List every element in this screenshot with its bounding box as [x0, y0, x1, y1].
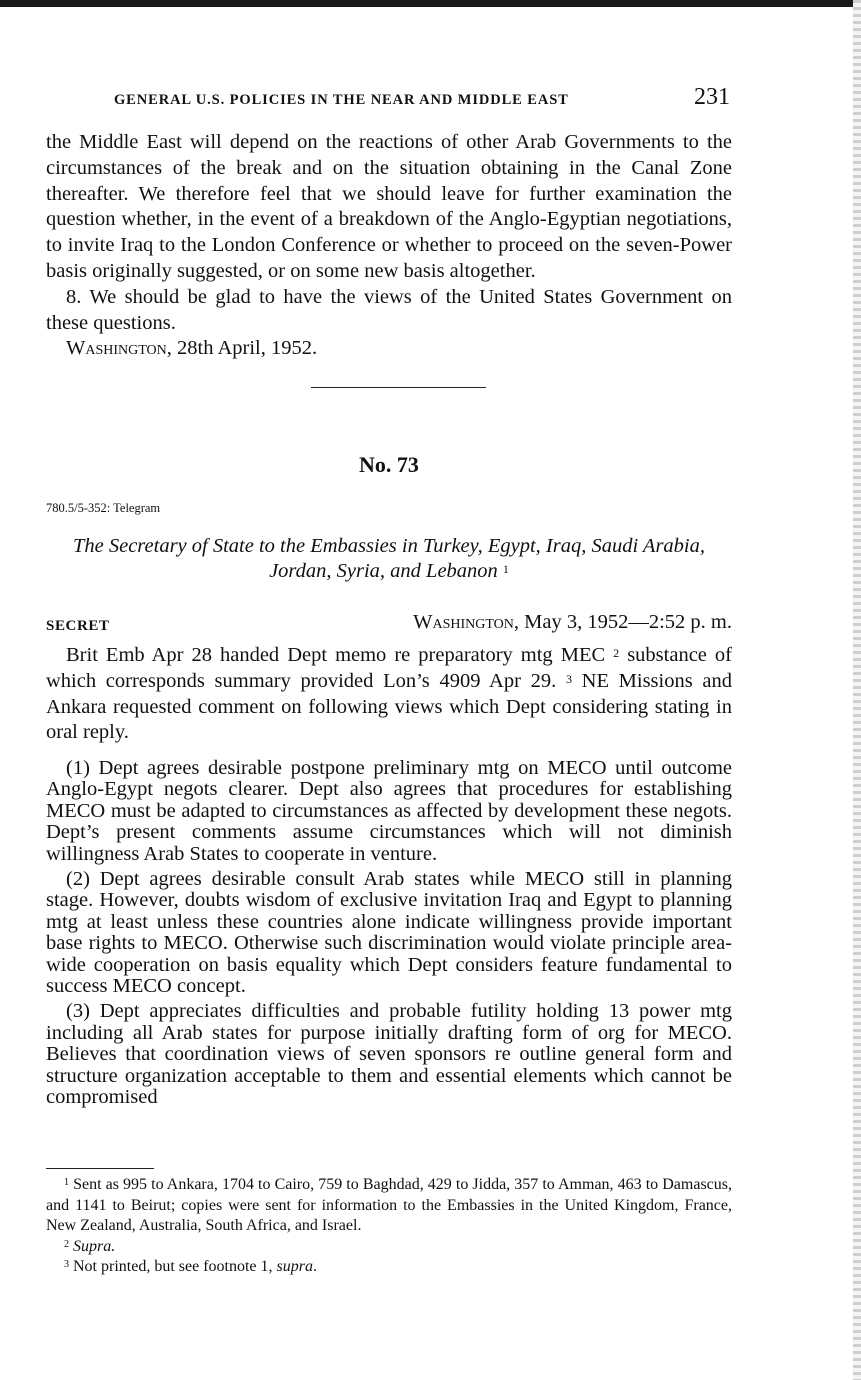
page-number: 231: [694, 84, 730, 110]
footnote-3-end: .: [312, 1258, 317, 1276]
point-2: (2) Dept agrees desirable consult Arab states while MECO still in planning stage. However, doubts wisdom of exclusive invitation Iraq and Egypt to planning mtg at least unless these countries alone indicate willingness provide important base rights to MECO. Otherwise such discrimination would violate principle area-wide cooperation on basis equality which Dept considers feature fundamental to success MECO concept.: [46, 868, 732, 998]
footnote-ref-3: 3: [565, 671, 572, 686]
file-reference: 780.5/5-352: Telegram: [46, 501, 161, 515]
intro-text-3: NE Missions and Ankara requested comment on following views which Dept considering stating in oral reply.: [46, 669, 733, 744]
continuation-paragraph: the Middle East will depend on the reactions of other Arab Governments to the circumstances of the break and on the situation obtaining in the Canal Zone thereafter. We therefore feel that we should leave for further examination the question whether, in the event of a breakdown of the Anglo-Egyptian negotiations, to invite Iraq to the London Conference or whether to proceed on the seven-Power basis originally suggested, or on some new basis altogether.: [46, 131, 732, 282]
dateline-rest: , May 3, 1952—2:52 p. m.: [513, 611, 732, 633]
telegram-intro: [46, 643, 732, 746]
document-title-text: The Secretary of State to the Embassies in Turkey, Egypt, Iraq, Saudi Arabia, Jordan, Syria, and Lebanon: [72, 535, 706, 582]
footnote-2: [46, 1237, 732, 1258]
page-edge: [853, 0, 861, 1380]
footnote-3-italic: supra: [276, 1258, 313, 1276]
intro-text-1: Brit Emb Apr 28 handed Dept memo re preparatory mtg MEC: [66, 644, 606, 666]
footnote-ref-1: 1: [502, 562, 509, 576]
footnote-1: [46, 1175, 732, 1237]
point-1: (1) Dept agrees desirable postpone preliminary mtg on MECO until outcome Anglo-Egypt negots clearer. Dept also agrees that procedures for establishing MECO must be adapted to circumstances as affected by development these negots. Dept’s present comments assume circumstances which will not diminish willingness Arab States to cooperate in venture.: [46, 757, 732, 865]
intro-paragraph: [46, 643, 732, 746]
point-3: (3) Dept appreciates difficulties and probable futility holding 13 power mtg including all Arab states for purpose initially drafting form of org for MECO. Believes that coordination views of seven sponsors re outline general form and structure organization acceptable to them and essential elements which cannot be compromised: [46, 1000, 732, 1109]
footnote-3-text: Not printed, but see footnote 1,: [73, 1258, 277, 1276]
document-number: No. 73: [359, 452, 419, 477]
document-title: [46, 534, 732, 584]
footnote-3-mark: 3: [64, 1259, 69, 1271]
signoff: [46, 336, 732, 362]
top-border-rule: [0, 0, 861, 7]
footnotes: [46, 1175, 732, 1278]
classification: SECRET: [46, 618, 110, 634]
dateline-place: Washington: [413, 611, 514, 633]
footnote-2-text: Supra.: [73, 1237, 116, 1255]
section-separator: [311, 387, 486, 388]
signoff-place: Washington: [66, 337, 167, 360]
footnote-ref-2: 2: [613, 646, 620, 660]
paragraph-8: 8. We should be glad to have the views of the United States Government on these questions.: [46, 285, 732, 334]
footnote-1-text: Sent as 995 to Ankara, 1704 to Cairo, 759 to Baghdad, 429 to Jidda, 357 to Amman, 463 to Damascus, and 1141 to Beirut; copies were sent for information to the Embassies in the United Kingdom, France, New Zealand, Australia, South Africa, and Israel.: [46, 1176, 733, 1235]
intro-text-2: substance of which corresponds summary provided Lon’s 4909 Apr 29.: [46, 644, 733, 692]
continuation-text: [46, 130, 732, 362]
dateline: [413, 611, 732, 634]
numbered-points: [46, 758, 732, 1113]
running-head-title: GENERAL U.S. POLICIES IN THE NEAR AND MIDDLE EAST: [114, 92, 569, 108]
footnote-1-mark: 1: [64, 1177, 69, 1188]
footnote-2-mark: 2: [64, 1238, 69, 1250]
footnote-rule: [46, 1168, 154, 1169]
signoff-date: , 28th April, 1952.: [166, 337, 318, 360]
footnote-3: [46, 1257, 732, 1278]
